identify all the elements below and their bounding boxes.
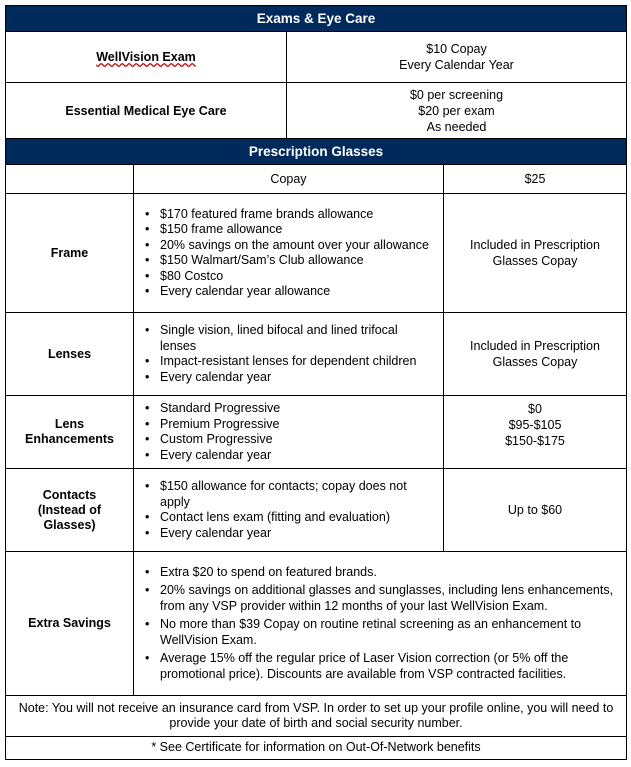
list-item: • $80 Costco xyxy=(160,269,437,285)
list-item: • 20% savings on additional glasses and sunglasses, including lens enhancements, from any VSP provider within 12 months of your last WellVision Exam. xyxy=(160,583,620,614)
exams-header: Exams & Eye Care xyxy=(5,5,627,32)
certificate-note: * See Certificate for information on Out-Of-Network benefits xyxy=(151,740,481,755)
list-item: • Standard Progressive xyxy=(160,401,437,417)
list-item: • 20% savings on the amount over your allowance xyxy=(160,238,437,254)
list-item: • Premium Progressive xyxy=(160,417,437,433)
lenses-row xyxy=(5,313,627,396)
list-item: • $170 featured frame brands allowance xyxy=(160,207,437,223)
extra-savings-row xyxy=(5,552,627,696)
list-item: • $150 frame allowance xyxy=(160,222,437,238)
vsp-note: Note: You will not receive an insurance card from VSP. In order to set up your profile online, you will need to provide your date of birth and social security number. xyxy=(18,700,614,730)
glasses-header: Prescription Glasses xyxy=(5,139,627,165)
lenses-list-cell xyxy=(133,313,443,395)
essential-care-value: $0 per screening $20 per exam As needed xyxy=(286,83,626,138)
essential-care-label: Essential Medical Eye Care xyxy=(65,103,227,118)
lenses-list xyxy=(140,323,437,385)
lens-enhancements-row xyxy=(5,396,627,469)
list-item: • Every calendar year xyxy=(160,448,437,464)
wellvision-exam-value: $10 Copay Every Calendar Year xyxy=(286,32,626,82)
list-item: • $150 Walmart/Sam’s Club allowance xyxy=(160,253,437,269)
list-item: • Average 15% off the regular price of Laser Vision correction (or 5% off the promotional price). Discounts are available from VSP contracted facilities. xyxy=(160,651,620,682)
essential-care-row xyxy=(5,83,627,139)
lens-enhancements-list-cell xyxy=(133,396,443,468)
extra-savings-list xyxy=(140,565,620,683)
copay-label: Copay xyxy=(133,165,443,193)
lens-enhancements-label: Lens Enhancements xyxy=(25,417,114,446)
list-item: • Impact-resistant lenses for dependent children xyxy=(160,354,437,370)
copay-value: $25 xyxy=(443,165,626,193)
list-item: • No more than $39 Copay on routine retinal screening as an enhancement to WellVision Exam. xyxy=(160,617,620,648)
list-item: • Every calendar year allowance xyxy=(160,284,437,300)
contacts-value: Up to $60 xyxy=(443,469,626,551)
contacts-list xyxy=(140,479,437,541)
list-item: • Custom Progressive xyxy=(160,432,437,448)
frame-row xyxy=(5,194,627,313)
list-item: • $150 allowance for contacts; copay does not apply xyxy=(160,479,437,510)
frame-label: Frame xyxy=(50,245,89,260)
copay-blank-cell xyxy=(6,165,133,193)
copay-row xyxy=(5,165,627,194)
frame-value: Included in Prescription Glasses Copay xyxy=(443,194,626,312)
lenses-label: Lenses xyxy=(47,346,92,361)
wellvision-exam-row xyxy=(5,32,627,83)
benefits-table xyxy=(5,5,627,760)
extra-savings-label: Extra Savings xyxy=(28,616,111,630)
list-item: • Every calendar year xyxy=(160,526,437,542)
contacts-label: Contacts (Instead of Glasses) xyxy=(37,487,102,532)
certificate-row xyxy=(5,737,627,760)
list-item: • Extra $20 to spend on featured brands. xyxy=(160,565,620,581)
list-item: • Every calendar year xyxy=(160,370,437,386)
note-row xyxy=(5,696,627,737)
list-item: • Contact lens exam (fitting and evaluation) xyxy=(160,510,437,526)
extra-savings-list-cell xyxy=(133,552,626,695)
list-item: • Single vision, lined bifocal and lined trifocal lenses xyxy=(160,323,437,354)
contacts-row xyxy=(5,469,627,552)
lens-enhancements-list xyxy=(140,401,437,463)
frame-list-cell xyxy=(133,194,443,312)
wellvision-exam-label: WellVision Exam xyxy=(96,50,196,64)
contacts-list-cell xyxy=(133,469,443,551)
lens-enhancements-values: $0 $95-$105 $150-$175 xyxy=(443,396,626,468)
lenses-value: Included in Prescription Glasses Copay xyxy=(443,313,626,395)
frame-list xyxy=(140,207,437,300)
